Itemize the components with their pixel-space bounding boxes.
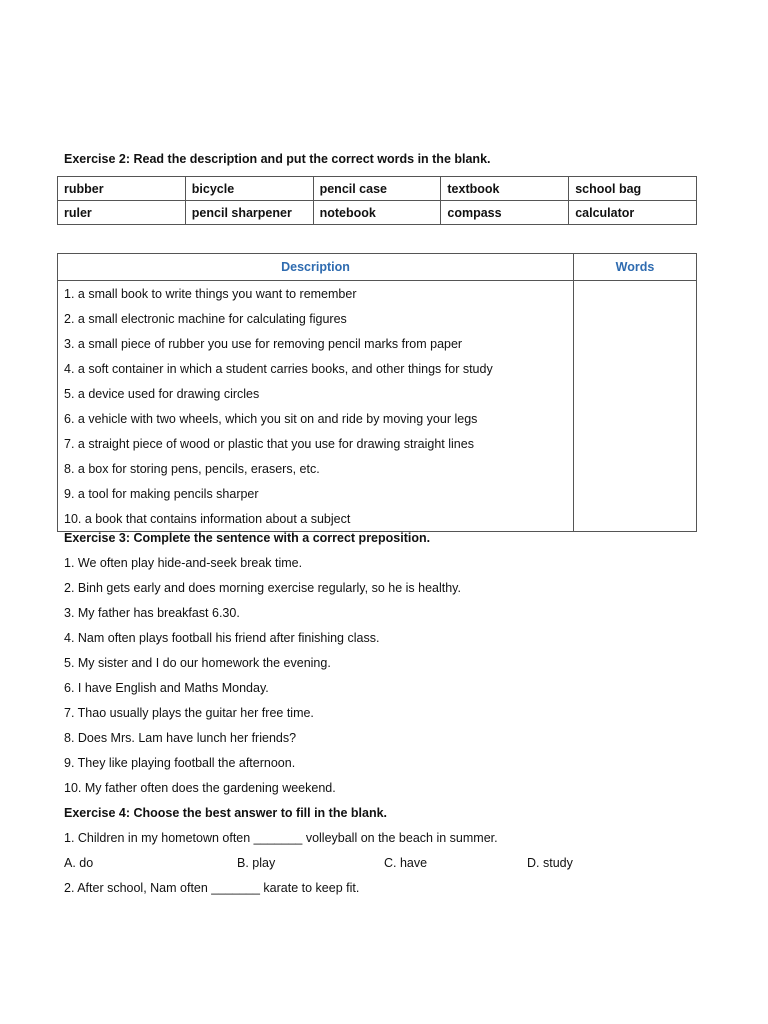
exercise3-sentence: 1. We often play hide-and-seek break time.	[64, 556, 303, 570]
answer-cell[interactable]	[574, 331, 697, 356]
description-row	[58, 306, 697, 331]
description-text: 2. a small electronic machine for calculating figures	[58, 306, 574, 331]
exercise4-title: Exercise 4: Choose the best answer to fill in the blank.	[64, 806, 388, 820]
word-bank-cell: school bag	[569, 177, 697, 201]
description-row	[58, 481, 697, 506]
word-bank-cell: calculator	[569, 201, 697, 225]
word-bank-table	[57, 176, 697, 225]
exercise3-sentence: 5. My sister and I do our homework the evening.	[64, 656, 331, 670]
description-row	[58, 456, 697, 481]
answer-option: A. do	[64, 856, 94, 870]
description-text: 10. a book that contains information about a subject	[58, 506, 574, 532]
description-row	[58, 506, 697, 532]
answer-cell[interactable]	[574, 356, 697, 381]
description-text: 4. a soft container in which a student carries books, and other things for study	[58, 356, 574, 381]
answer-cell[interactable]	[574, 431, 697, 456]
answer-cell[interactable]	[574, 481, 697, 506]
description-text: 3. a small piece of rubber you use for removing pencil marks from paper	[58, 331, 574, 356]
answer-cell[interactable]	[574, 406, 697, 431]
exercise3-sentence: 2. Binh gets early and does morning exercise regularly, so he is healthy.	[64, 581, 461, 595]
description-text: 1. a small book to write things you want to remember	[58, 281, 574, 307]
description-row	[58, 406, 697, 431]
exercise3-title: Exercise 3: Complete the sentence with a correct preposition.	[64, 531, 431, 545]
word-bank-cell: ruler	[58, 201, 186, 225]
description-row	[58, 381, 697, 406]
word-bank-row	[58, 177, 697, 201]
description-row	[58, 331, 697, 356]
exercise3-sentence: 8. Does Mrs. Lam have lunch her friends?	[64, 731, 297, 745]
description-row	[58, 431, 697, 456]
description-text: 5. a device used for drawing circles	[58, 381, 574, 406]
exercise3-sentence: 9. They like playing football the afternoon.	[64, 756, 296, 770]
word-bank-cell: rubber	[58, 177, 186, 201]
answer-cell[interactable]	[574, 281, 697, 307]
answer-option: C. have	[384, 856, 428, 870]
exercise4-question: 2. After school, Nam often _______ karate to keep fit.	[64, 881, 360, 895]
exercise2-title: Exercise 2: Read the description and put the correct words in the blank.	[64, 152, 491, 166]
answer-cell[interactable]	[574, 381, 697, 406]
word-bank-cell: notebook	[313, 201, 441, 225]
exercise4-question: 1. Children in my hometown often _______ volleyball on the beach in summer.	[64, 831, 498, 845]
exercise3-sentence: 7. Thao usually plays the guitar her free time.	[64, 706, 314, 720]
words-header: Words	[574, 254, 697, 281]
answer-cell[interactable]	[574, 456, 697, 481]
word-bank-row	[58, 201, 697, 225]
description-text: 8. a box for storing pens, pencils, erasers, etc.	[58, 456, 574, 481]
description-text: 6. a vehicle with two wheels, which you sit on and ride by moving your legs	[58, 406, 574, 431]
exercise3-sentence: 4. Nam often plays football his friend after finishing class.	[64, 631, 380, 645]
answer-option: B. play	[237, 856, 276, 870]
word-bank-cell: textbook	[441, 177, 569, 201]
answer-cell[interactable]	[574, 506, 697, 532]
description-table	[57, 253, 697, 532]
word-bank-cell: pencil case	[313, 177, 441, 201]
description-text: 7. a straight piece of wood or plastic that you use for drawing straight lines	[58, 431, 574, 456]
answer-cell[interactable]	[574, 306, 697, 331]
word-bank-cell: bicycle	[185, 177, 313, 201]
answer-option: D. study	[527, 856, 573, 870]
exercise3-sentence: 6. I have English and Maths Monday.	[64, 681, 269, 695]
description-row	[58, 356, 697, 381]
exercise3-sentence: 3. My father has breakfast 6.30.	[64, 606, 240, 620]
description-header: Description	[58, 254, 574, 281]
word-bank-cell: compass	[441, 201, 569, 225]
word-bank-cell: pencil sharpener	[185, 201, 313, 225]
description-row	[58, 281, 697, 307]
exercise3-sentence: 10. My father often does the gardening weekend.	[64, 781, 336, 795]
description-text: 9. a tool for making pencils sharper	[58, 481, 574, 506]
description-header-row	[58, 254, 697, 281]
